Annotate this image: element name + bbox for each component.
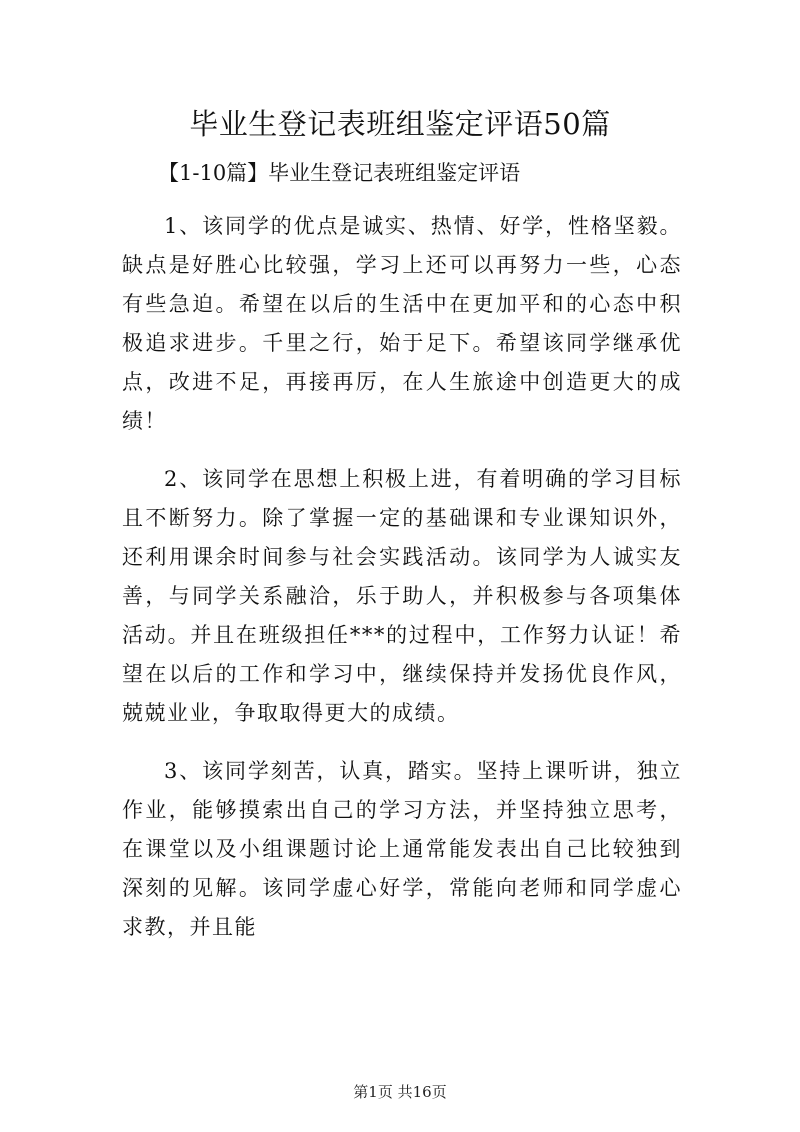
document-body [122, 207, 682, 947]
paragraph-3: 3、该同学刻苦，认真，踏实。坚持上课听讲，独立作业，能够摸索出自己的学习方法，并坚持独立思考，在课堂以及小组课题讨论上通常能发表出自己比较独到深刻的见解。该同学虚心好学，常能向老师和同学虚心求教，并且能 [122, 759, 682, 939]
document-title: 毕业生登记表班组鉴定评语50篇 [189, 107, 611, 141]
paragraph-1: 1、该同学的优点是诚实、热情、好学，性格坚毅。缺点是好胜心比较强，学习上还可以再努力一些，心态有些急迫。希望在以后的生活中在更加平和的心态中积极追求进步。千里之行，始于足下。希望该同学继承优点，改进不足，再接再厉，在人生旅途中创造更大的成绩！ [122, 214, 682, 433]
paragraph-2: 2、该同学在思想上积极上进，有着明确的学习目标且不断努力。除了掌握一定的基础课和专业课知识外，还利用课余时间参与社会实践活动。该同学为人诚实友善，与同学关系融洽，乐于助人，并积极参与各项集体活动。并且在班级担任***的过程中，工作努力认证！希望在以后的工作和学习中，继续保持并发扬优良作风，兢兢业业，争取取得更大的成绩。 [122, 467, 682, 725]
page-number-footer: 第1页 共16页 [353, 1083, 447, 1101]
section-heading: 【1-10篇】毕业生登记表班组鉴定评语 [158, 161, 521, 185]
